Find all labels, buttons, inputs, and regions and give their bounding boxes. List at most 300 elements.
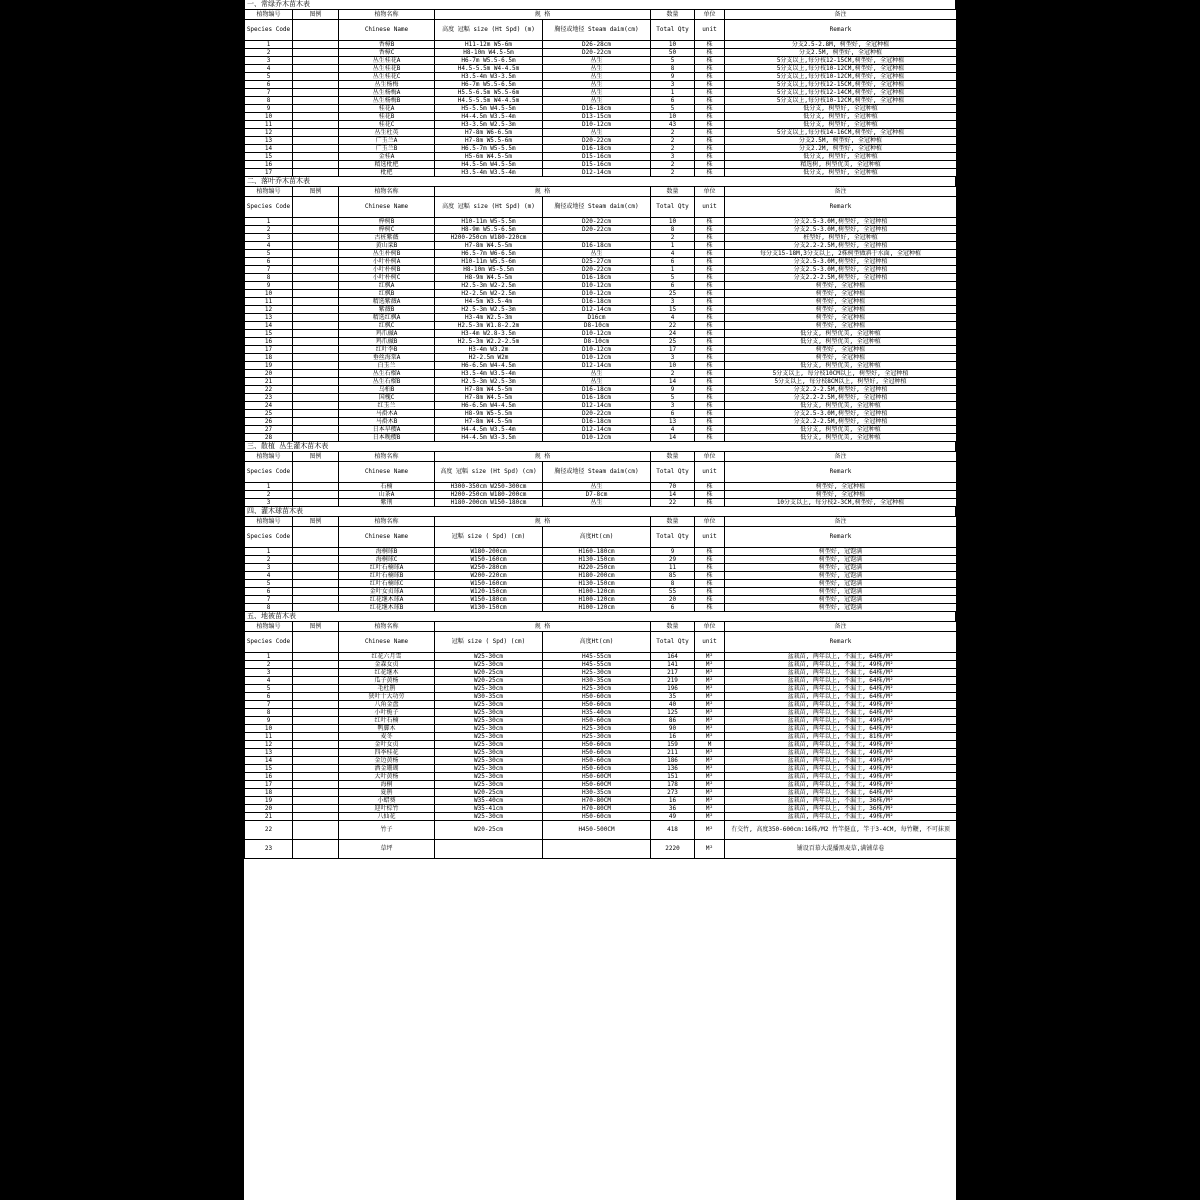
cell-spec-b: H220-250cm — [543, 564, 651, 572]
cell-spec-a: W25-30cm — [435, 717, 543, 725]
cell-spec-a: W25-30cm — [435, 701, 543, 709]
cell-spec-a: H4-5m W3.5-4m — [435, 298, 543, 306]
cell-spec-b: H130-150cm — [543, 556, 651, 564]
cell-legend — [293, 661, 339, 669]
cell-spec-a: H2.5-3m W2.5-3m — [435, 306, 543, 314]
cell-name: 乌桕B — [339, 386, 435, 394]
col-header-legend: 图例 — [293, 10, 339, 20]
cell-code: 11 — [245, 733, 293, 741]
cell-spec-b: H25-30cm — [543, 669, 651, 677]
cell-qty: 273 — [651, 789, 695, 797]
cell-legend — [293, 491, 339, 499]
cell-qty: 86 — [651, 717, 695, 725]
cell-legend — [293, 483, 339, 491]
cell-spec-a — [435, 840, 543, 859]
cell-remark: 低分支, 树型优美, 全冠种植 — [725, 402, 957, 410]
cell-legend — [293, 733, 339, 741]
cell-unit: 株 — [695, 548, 725, 556]
cell-spec-a: W20-25cm — [435, 789, 543, 797]
cell-qty: 55 — [651, 588, 695, 596]
cell-remark: 分支2.5-3.0M,树型好, 全冠种植 — [725, 258, 957, 266]
cell-spec-a: W35-40cm — [435, 797, 543, 805]
cell-unit: M² — [695, 773, 725, 781]
cell-unit: 株 — [695, 65, 725, 73]
cell-unit: 株 — [695, 572, 725, 580]
cell-spec-a: H8-10m W5-5.5m — [435, 266, 543, 274]
cell-code: 1 — [245, 653, 293, 661]
cell-remark: 盆栽苗, 两年以上, 不漏土, 49株/M² — [725, 781, 957, 789]
cell-unit: 株 — [695, 218, 725, 226]
cell-legend — [293, 250, 339, 258]
cell-name: 毛杜鹃 — [339, 685, 435, 693]
cell-qty: 2 — [651, 370, 695, 378]
cell-qty: 43 — [651, 121, 695, 129]
cell-name: 桂花B — [339, 113, 435, 121]
table-row — [245, 386, 957, 394]
cell-name: 紫薇B — [339, 306, 435, 314]
cell-legend — [293, 765, 339, 773]
col-header-legend: 图例 — [293, 622, 339, 632]
cell-unit: M² — [695, 685, 725, 693]
cell-remark: 低分支, 树型优美, 全冠种植 — [725, 434, 957, 442]
cell-qty: 8 — [651, 226, 695, 234]
cell-name: 海桐球C — [339, 556, 435, 564]
cell-spec-a: H7-8m W4.5-5m — [435, 418, 543, 426]
cell-qty: 8 — [651, 580, 695, 588]
cell-spec-b: H50-60cm — [543, 693, 651, 701]
cell-spec-b: D16-18cm — [543, 418, 651, 426]
cell-name: 紫荆 — [339, 499, 435, 507]
cell-unit: M² — [695, 669, 725, 677]
cell-qty: 11 — [651, 564, 695, 572]
cell-name: 丛生石榴B — [339, 378, 435, 386]
cell-qty: 5 — [651, 394, 695, 402]
cell-legend — [293, 797, 339, 805]
cell-qty: 164 — [651, 653, 695, 661]
cell-unit: 株 — [695, 49, 725, 57]
section-title: 四、灌木球苗木表 — [244, 507, 956, 516]
cell-code: 9 — [245, 717, 293, 725]
cell-qty: 25 — [651, 290, 695, 298]
cell-qty: 2220 — [651, 840, 695, 859]
cell-name: 丛生朴树B — [339, 250, 435, 258]
col-subheader-unit: unit — [695, 632, 725, 653]
col-subheader-name: Chinese Name — [339, 632, 435, 653]
col-subheader-code: Species Code — [245, 20, 293, 41]
cell-qty: 13 — [651, 418, 695, 426]
cell-unit: 株 — [695, 362, 725, 370]
col-subheader-ht: 高度Ht(cm) — [543, 632, 651, 653]
table-row — [245, 709, 957, 717]
cell-code: 2 — [245, 661, 293, 669]
cell-spec-b: D20-22cm — [543, 49, 651, 57]
table-row — [245, 653, 957, 661]
cell-code: 26 — [245, 418, 293, 426]
cell-name: 马褂木B — [339, 418, 435, 426]
cell-qty: 3 — [651, 298, 695, 306]
cell-code: 6 — [245, 81, 293, 89]
cell-spec-b: D13-15cm — [543, 113, 651, 121]
cell-name: 小蜡葵 — [339, 797, 435, 805]
cell-legend — [293, 89, 339, 97]
cell-code: 8 — [245, 274, 293, 282]
cell-qty: 24 — [651, 330, 695, 338]
col-header-code: 植物编号 — [245, 622, 293, 632]
table-row — [245, 290, 957, 298]
cell-unit: M² — [695, 840, 725, 859]
cell-qty: 20 — [651, 596, 695, 604]
cell-spec-a: W20-25cm — [435, 669, 543, 677]
cell-legend — [293, 338, 339, 346]
cell-unit: 株 — [695, 564, 725, 572]
cell-remark: 低分支, 树型好, 全冠种植 — [725, 153, 957, 161]
cell-unit: 株 — [695, 41, 725, 49]
cell-spec-a: H3.5-4m W3-3.5m — [435, 73, 543, 81]
table-row — [245, 499, 957, 507]
cell-spec-a: H2-2.5m W2m — [435, 354, 543, 362]
cell-remark: 分支2.5M, 树型好, 全冠种植 — [725, 49, 957, 57]
cell-code: 18 — [245, 789, 293, 797]
cell-name: 古桩紫薇 — [339, 234, 435, 242]
cell-code: 3 — [245, 57, 293, 65]
cell-unit: 株 — [695, 73, 725, 81]
cell-qty: 9 — [651, 548, 695, 556]
cell-legend — [293, 717, 339, 725]
table-row — [245, 97, 957, 105]
cell-code: 14 — [245, 145, 293, 153]
cell-code: 2 — [245, 491, 293, 499]
col-header-unit: 单位 — [695, 517, 725, 527]
cell-legend — [293, 258, 339, 266]
col-subheader-name: Chinese Name — [339, 20, 435, 41]
cell-remark: 低分支, 树型好, 全冠种植 — [725, 169, 957, 177]
cell-spec-a: H6.5-7m W5-5.5m — [435, 145, 543, 153]
cell-spec-a: H8-9m W5.5-6.5m — [435, 226, 543, 234]
cell-spec-b: H30-35cm — [543, 789, 651, 797]
table-row — [245, 669, 957, 677]
cell-spec-a: H2.5-3m W2.2-2.5m — [435, 338, 543, 346]
table-row — [245, 805, 957, 813]
table-row — [245, 564, 957, 572]
cell-remark: 5分支以上, 每分枝8CM以上, 树型好, 全冠种植 — [725, 378, 957, 386]
col-subheader-ht: 高度Ht(cm) — [543, 527, 651, 548]
cell-legend — [293, 73, 339, 81]
cell-legend — [293, 121, 339, 129]
col-subheader-spd: 冠幅 size ( Spd) (cm) — [435, 632, 543, 653]
cell-remark: 盆栽苗, 两年以上, 不漏土, 64株/M² — [725, 709, 957, 717]
cell-remark: 树型好, 冠饱满 — [725, 548, 957, 556]
col-subheader-remark: Remark — [725, 197, 957, 218]
cell-spec-a: H7-8m W4.5-5m — [435, 394, 543, 402]
cell-unit: M² — [695, 709, 725, 717]
cell-unit: 株 — [695, 386, 725, 394]
cell-name: 麦冬 — [339, 733, 435, 741]
cell-unit: 株 — [695, 145, 725, 153]
cell-name: 瓜子黄杨 — [339, 677, 435, 685]
cell-legend — [293, 113, 339, 121]
cell-spec-b: D10-12cm — [543, 346, 651, 354]
cell-unit: 株 — [695, 129, 725, 137]
table-row — [245, 250, 957, 258]
cell-spec-a: H4-4.5m W3.5-4m — [435, 426, 543, 434]
cell-qty: 25 — [651, 338, 695, 346]
table-row — [245, 161, 957, 169]
cell-code: 5 — [245, 73, 293, 81]
cell-qty: 85 — [651, 572, 695, 580]
col-header-spec: 规 格 — [435, 10, 651, 20]
cell-unit: 株 — [695, 81, 725, 89]
cell-qty: 10 — [651, 41, 695, 49]
cell-legend — [293, 434, 339, 442]
cell-remark: 盆栽苗, 两年以上, 不漏土, 64株/M² — [725, 669, 957, 677]
cell-legend — [293, 306, 339, 314]
cell-name: 丛生桂花B — [339, 65, 435, 73]
cell-remark: 盆栽苗, 两年以上, 不漏土, 36株/M² — [725, 797, 957, 805]
cell-legend — [293, 362, 339, 370]
cell-spec-b: H70-80CM — [543, 797, 651, 805]
cell-remark: 5分支以上,每分枝14-16CM,树型好, 全冠种植 — [725, 129, 957, 137]
cell-code: 2 — [245, 49, 293, 57]
col-subheader-remark: Remark — [725, 527, 957, 548]
col-header-legend: 图例 — [293, 452, 339, 462]
cell-name: 金叶女贞 — [339, 741, 435, 749]
cell-legend — [293, 604, 339, 612]
cell-unit: M² — [695, 749, 725, 757]
cell-qty: 16 — [651, 733, 695, 741]
cell-legend — [293, 290, 339, 298]
cell-legend — [293, 274, 339, 282]
cell-code: 9 — [245, 282, 293, 290]
cell-spec-a: H10-11m W5-5.5m — [435, 218, 543, 226]
cell-legend — [293, 669, 339, 677]
cell-code: 27 — [245, 426, 293, 434]
cell-qty: 5 — [651, 105, 695, 113]
cell-spec-a: H6.5-7m W6-6.5m — [435, 250, 543, 258]
cell-name: 精选紫薇A — [339, 298, 435, 306]
cell-spec-b: 丛生 — [543, 129, 651, 137]
cell-legend — [293, 685, 339, 693]
col-header-qty: 数量 — [651, 517, 695, 527]
cell-spec-a: H3-4m W2.8-3.5m — [435, 330, 543, 338]
cell-spec-a: H3.5-4m W3.5-4m — [435, 370, 543, 378]
cell-remark: 盆栽苗, 两年以上, 不漏土, 49株/M² — [725, 741, 957, 749]
cell-legend — [293, 840, 339, 859]
cell-spec-a: W25-30cm — [435, 781, 543, 789]
cell-legend — [293, 145, 339, 153]
cell-unit: 株 — [695, 483, 725, 491]
cell-spec-a: H8-9m W4.5-5m — [435, 274, 543, 282]
cell-remark: 分支2.2M, 树型好, 全冠种植 — [725, 145, 957, 153]
cell-remark: 5分支以上,每分枝12-15CM,树型好, 全冠种植 — [725, 57, 957, 65]
table-row — [245, 378, 957, 386]
cell-code: 6 — [245, 258, 293, 266]
cell-qty: 219 — [651, 677, 695, 685]
cell-remark: 树型好, 冠饱满 — [725, 588, 957, 596]
cell-spec-b: 丛生 — [543, 370, 651, 378]
cell-spec-a: W200-220cm — [435, 572, 543, 580]
cell-spec-b: D16-18cm — [543, 386, 651, 394]
cell-remark: 树型好, 全冠种植 — [725, 346, 957, 354]
cell-unit: M² — [695, 821, 725, 840]
cell-code: 15 — [245, 153, 293, 161]
cell-qty: 50 — [651, 49, 695, 57]
cell-remark: 低分支, 树型好, 全冠种植 — [725, 105, 957, 113]
cell-name: 红叶石楠 — [339, 717, 435, 725]
cell-legend — [293, 266, 339, 274]
table-row — [245, 733, 957, 741]
table-row — [245, 410, 957, 418]
col-subheader-code: Species Code — [245, 462, 293, 483]
col-subheader-name: Chinese Name — [339, 462, 435, 483]
plant-table — [244, 621, 956, 859]
cell-spec-b: D20-22cm — [543, 226, 651, 234]
cell-code: 16 — [245, 773, 293, 781]
cell-spec-b: 丛生 — [543, 378, 651, 386]
cell-unit: M² — [695, 733, 725, 741]
cell-spec-b: D12-14cm — [543, 362, 651, 370]
cell-qty: 3 — [651, 354, 695, 362]
table-row — [245, 81, 957, 89]
cell-code: 25 — [245, 410, 293, 418]
cell-qty: 29 — [651, 556, 695, 564]
cell-qty: 6 — [651, 97, 695, 105]
cell-spec-a: H2.5-3m W2-2.5m — [435, 282, 543, 290]
table-row — [245, 741, 957, 749]
cell-qty: 3 — [651, 81, 695, 89]
cell-unit: M² — [695, 765, 725, 773]
table-row — [245, 298, 957, 306]
cell-name: 垂丝海棠A — [339, 354, 435, 362]
cell-remark: 5分支以上,每分枝10-12CM,树型好, 全冠种植 — [725, 73, 957, 81]
col-subheader-name: Chinese Name — [339, 197, 435, 218]
cell-spec-a: H4-4.5m W3.5-4m — [435, 113, 543, 121]
cell-unit: 株 — [695, 580, 725, 588]
col-header-remark: 备注 — [725, 10, 957, 20]
cell-code: 22 — [245, 821, 293, 840]
cell-unit: 株 — [695, 105, 725, 113]
section-title: 二、落叶乔木苗木表 — [244, 177, 956, 186]
cell-spec-b: H50-60cm — [543, 813, 651, 821]
table-row — [245, 73, 957, 81]
cell-legend — [293, 386, 339, 394]
cell-legend — [293, 314, 339, 322]
col-subheader-legend — [293, 527, 339, 548]
cell-code: 12 — [245, 741, 293, 749]
cell-remark: 分支2.5-3.0M,树型好, 全冠种植 — [725, 218, 957, 226]
cell-unit: 株 — [695, 258, 725, 266]
cell-unit: 株 — [695, 354, 725, 362]
cell-unit: 株 — [695, 250, 725, 258]
cell-remark: 盆栽苗, 两年以上, 不漏土, 49株/M² — [725, 717, 957, 725]
cell-unit: 株 — [695, 153, 725, 161]
cell-spec-b: D20-22cm — [543, 410, 651, 418]
cell-name: 金边黄杨 — [339, 757, 435, 765]
cell-legend — [293, 693, 339, 701]
cell-unit: 株 — [695, 266, 725, 274]
cell-remark: 盆栽苗, 两年以上, 不漏土, 49株/M² — [725, 749, 957, 757]
col-header-unit: 单位 — [695, 452, 725, 462]
cell-legend — [293, 402, 339, 410]
cell-unit: 株 — [695, 282, 725, 290]
cell-spec-b — [543, 234, 651, 242]
cell-qty: 14 — [651, 434, 695, 442]
cell-unit: M² — [695, 781, 725, 789]
cell-remark: 树型好, 全冠种植 — [725, 322, 957, 330]
cell-remark: 分支2.2-2.5M,树型好, 全冠种植 — [725, 418, 957, 426]
cell-name: 小叶栀子 — [339, 709, 435, 717]
cell-unit: M² — [695, 813, 725, 821]
cell-spec-a: H3-3.5m W2.5-3m — [435, 121, 543, 129]
table-row — [245, 89, 957, 97]
cell-spec-a: W25-30cm — [435, 661, 543, 669]
col-header-name: 植物名称 — [339, 452, 435, 462]
cell-code: 19 — [245, 797, 293, 805]
table-row — [245, 821, 957, 840]
cell-spec-b: D16-18cm — [543, 274, 651, 282]
nursery-stock-sheet — [244, 0, 956, 1200]
col-subheader-legend — [293, 197, 339, 218]
table-row — [245, 370, 957, 378]
cell-unit: 株 — [695, 330, 725, 338]
cell-unit: 株 — [695, 121, 725, 129]
cell-code: 2 — [245, 226, 293, 234]
cell-spec-a: H5.5-6.5m W5.5-6m — [435, 89, 543, 97]
cell-code: 16 — [245, 161, 293, 169]
plant-table — [244, 451, 956, 507]
cell-name: 红叶石楠球C — [339, 580, 435, 588]
cell-spec-a: H5-5.5m W4.5-5m — [435, 105, 543, 113]
cell-name: 金桂A — [339, 153, 435, 161]
cell-qty: 14 — [651, 378, 695, 386]
cell-spec-b: H50-60cm — [543, 717, 651, 725]
cell-name: 丛生杨梅B — [339, 97, 435, 105]
cell-unit: 株 — [695, 346, 725, 354]
cell-code: 9 — [245, 105, 293, 113]
cell-legend — [293, 137, 339, 145]
table-row — [245, 781, 957, 789]
cell-spec-b: H160-180cm — [543, 548, 651, 556]
cell-qty: 36 — [651, 805, 695, 813]
cell-qty: 125 — [651, 709, 695, 717]
cell-spec-a: H8-9m W5-5.5m — [435, 410, 543, 418]
cell-remark: 铺设百慕大混播黑麦草,满铺草卷 — [725, 840, 957, 859]
cell-legend — [293, 97, 339, 105]
cell-spec-b: D10-12cm — [543, 330, 651, 338]
cell-name: 日本晚樱B — [339, 434, 435, 442]
cell-code: 16 — [245, 338, 293, 346]
cell-qty: 10 — [651, 218, 695, 226]
cell-spec-b: D12-14cm — [543, 426, 651, 434]
cell-legend — [293, 749, 339, 757]
cell-spec-a: H4.5-5.5m W4-4.5m — [435, 65, 543, 73]
cell-unit: 株 — [695, 322, 725, 330]
cell-code: 15 — [245, 765, 293, 773]
col-subheader-legend — [293, 632, 339, 653]
cell-spec-b: 丛生 — [543, 499, 651, 507]
cell-name: 红叶石楠球A — [339, 564, 435, 572]
cell-code: 12 — [245, 129, 293, 137]
table-row — [245, 789, 957, 797]
cell-spec-b: H45-55cm — [543, 661, 651, 669]
cell-qty: 2 — [651, 161, 695, 169]
cell-qty: 10 — [651, 113, 695, 121]
table-row — [245, 402, 957, 410]
cell-legend — [293, 580, 339, 588]
cell-legend — [293, 282, 339, 290]
table-row — [245, 757, 957, 765]
col-subheader-qty: Total Qty — [651, 20, 695, 41]
cell-remark: 盆栽苗, 两年以上, 不漏土, 49株/M² — [725, 701, 957, 709]
